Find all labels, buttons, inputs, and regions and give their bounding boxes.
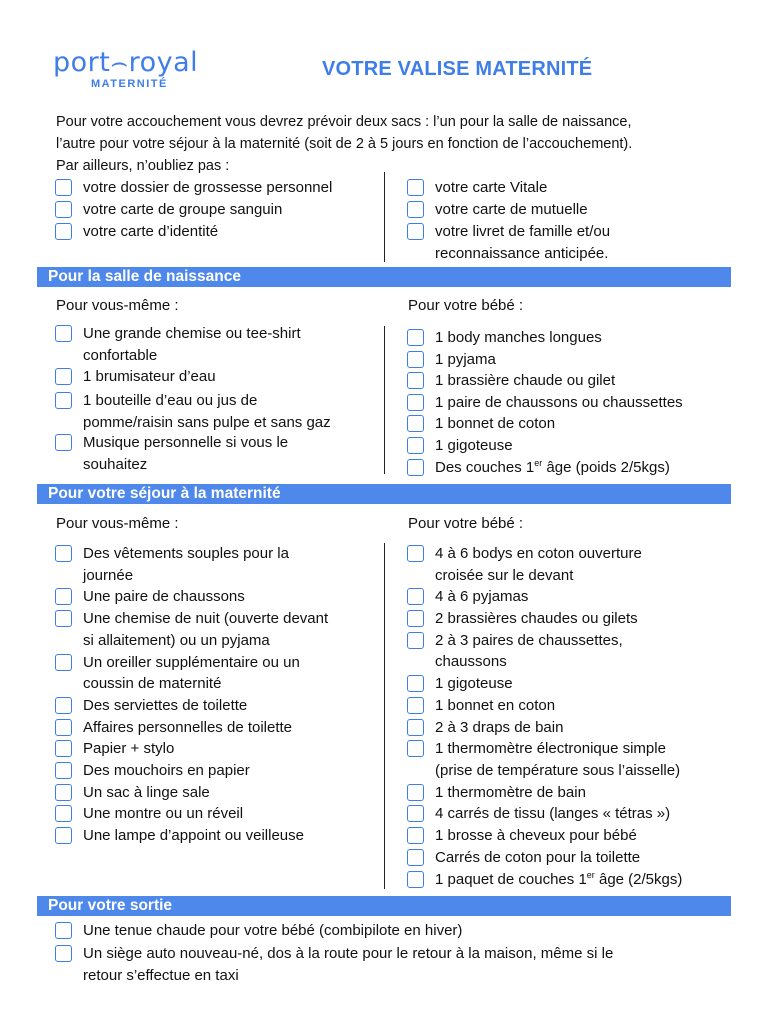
checkbox-icon[interactable] (55, 784, 72, 801)
checkbox-icon[interactable] (55, 392, 72, 409)
logo-brand: port⌢royal (53, 47, 199, 78)
section-header-sejour: Pour votre séjour à la maternité (37, 484, 731, 504)
checkbox-icon[interactable] (407, 223, 424, 240)
checkbox-icon[interactable] (407, 179, 424, 196)
checklist-item-text: 1 brassière chaude ou gilet (435, 372, 616, 390)
checkbox-icon[interactable] (55, 223, 72, 240)
checkbox-icon[interactable] (55, 697, 72, 714)
subhead-mother: Pour vous-même : (56, 515, 179, 532)
checkbox-icon[interactable] (55, 922, 72, 939)
checklist-item-text: votre carte de mutuelle (435, 201, 588, 218)
checkbox-icon[interactable] (55, 368, 72, 385)
checklist-item-text: souhaitez (83, 455, 148, 473)
checklist-item-text: (prise de température sous l’aisselle) (435, 761, 681, 779)
column-divider (384, 543, 385, 889)
checklist-item-text: 1 gigoteuse (435, 437, 513, 454)
checkbox-icon[interactable] (55, 434, 72, 451)
checklist-item-text: Une grande chemise ou tee-shirt (83, 325, 301, 342)
subhead-baby: Pour votre bébé : (408, 515, 524, 532)
checkbox-icon[interactable] (407, 372, 424, 389)
checklist-item-text: 4 à 6 pyjamas (435, 588, 529, 606)
checklist-item-text: Une tenue chaude pour votre bébé (combipilote en hiver) (83, 922, 463, 939)
checklist-item-text: confortable (83, 346, 158, 364)
intro-paragraph (56, 111, 716, 177)
checklist-item-text: votre livret de famille et/ou (435, 223, 611, 240)
checklist-item-text: Un sac à linge sale (83, 783, 210, 801)
checkbox-icon[interactable] (407, 784, 424, 801)
checkbox-icon[interactable] (407, 610, 424, 627)
checkbox-icon[interactable] (55, 179, 72, 196)
checklist-item-text: Des vêtements souples pour la (83, 545, 289, 562)
checklist-item-text: Une montre ou un réveil (83, 805, 244, 823)
checkbox-icon[interactable] (407, 545, 424, 562)
checkbox-icon[interactable] (55, 545, 72, 562)
checkbox-icon[interactable] (407, 697, 424, 714)
checklist-item-text: votre carte de groupe sanguin (83, 201, 283, 218)
checkbox-icon[interactable] (407, 437, 424, 454)
checklist-item-text: 1 gigoteuse (435, 675, 513, 693)
checkbox-icon[interactable] (407, 719, 424, 736)
checkbox-icon[interactable] (55, 827, 72, 844)
checkbox-icon[interactable] (55, 610, 72, 627)
section-header-sortie: Pour votre sortie (37, 896, 731, 916)
intro-line: l’autre pour votre séjour à la maternité (soit de 2 à 5 jours en fonction de l’accouchement). (56, 136, 633, 152)
checklist-item-text: 1 brumisateur d’eau (83, 368, 216, 385)
subhead-baby: Pour votre bébé : (408, 297, 524, 314)
checkbox-icon[interactable] (407, 201, 424, 218)
checklist-item-text: Des mouchoirs en papier (83, 762, 250, 779)
checklist-item-text: Un siège auto nouveau-né, dos à la route pour le retour à la maison, même si le (83, 945, 614, 962)
checklist-item-text: si allaitement) ou un pyjama (83, 631, 270, 649)
logo (53, 48, 223, 90)
checkbox-icon[interactable] (407, 827, 424, 844)
checkbox-icon[interactable] (407, 871, 424, 888)
checklist-item-text: reconnaissance anticipée. (435, 244, 609, 262)
checklist-item-text: 2 à 3 draps de bain (435, 718, 564, 736)
checklist-item-text: Une lampe d’appoint ou veilleuse (83, 827, 304, 845)
checklist-item-text: votre carte Vitale (435, 179, 548, 196)
checklist-item-text: Des couches 1er âge (poids 2/5kgs) (435, 457, 670, 476)
checklist-item-text: 1 bouteille d’eau ou jus de (83, 392, 258, 409)
checklist-item-text: 4 carrés de tissu (langes « tétras ») (435, 805, 671, 823)
checklist-item-text: 1 brosse à cheveux pour bébé (435, 827, 637, 845)
column-divider (384, 172, 385, 262)
checklist-item-text: Affaires personnelles de toilette (83, 718, 293, 736)
intro-line: Pour votre accouchement vous devrez prévoir deux sacs : l’un pour la salle de naissance, (56, 114, 632, 130)
checkbox-icon[interactable] (407, 459, 424, 476)
checklist-item-text: 1 paire de chaussons ou chaussettes (435, 393, 683, 411)
checkbox-icon[interactable] (55, 201, 72, 218)
checkbox-icon[interactable] (407, 394, 424, 411)
checklist-item-text: 2 brassières chaudes ou gilets (435, 610, 638, 628)
checklist-item-text: votre dossier de grossesse personnel (83, 179, 333, 196)
checklist-item-text: Des serviettes de toilette (83, 696, 248, 714)
checklist-item-text: 1 bonnet en coton (435, 696, 556, 714)
checklist-item-text: 1 thermomètre de bain (435, 783, 586, 801)
checkbox-icon[interactable] (407, 415, 424, 432)
checkbox-icon[interactable] (407, 329, 424, 346)
checkbox-icon[interactable] (407, 849, 424, 866)
checklist-item-text: croisée sur le devant (435, 566, 574, 584)
checklist-item-text: Carrés de coton pour la toilette (435, 848, 641, 866)
checkbox-icon[interactable] (407, 675, 424, 692)
checklist-item-text: retour s’effectue en taxi (83, 966, 239, 984)
checklist-item-text: journée (83, 566, 134, 584)
checkbox-icon[interactable] (55, 719, 72, 736)
checkbox-icon[interactable] (55, 740, 72, 757)
checklist-item-text: coussin de maternité (83, 675, 222, 692)
checklist-item-text: pomme/raisin sans pulpe et sans gaz (83, 413, 331, 431)
checkbox-icon[interactable] (55, 762, 72, 779)
page-title: VOTRE VALISE MATERNITÉ (322, 58, 593, 80)
checkbox-icon[interactable] (407, 632, 424, 649)
checkbox-icon[interactable] (55, 945, 72, 962)
checklist-item-text: 2 à 3 paires de chaussettes, (435, 631, 623, 649)
checkbox-icon[interactable] (407, 805, 424, 822)
checklist-item-text: 1 thermomètre électronique simple (435, 740, 666, 758)
subhead-mother: Pour vous-même : (56, 297, 179, 314)
checklist-item-text: Une paire de chaussons (83, 588, 245, 606)
checkbox-icon[interactable] (55, 805, 72, 822)
checkbox-icon[interactable] (55, 588, 72, 605)
section-header-naissance: Pour la salle de naissance (37, 267, 731, 287)
logo-subtitle: MATERNITÉ (91, 78, 168, 90)
checklist-item-text: Une chemise de nuit (ouverte devant (83, 610, 329, 628)
checklist-item-text: chaussons (435, 653, 507, 671)
checklist-item-text: Papier + stylo (83, 740, 175, 758)
checkbox-icon[interactable] (407, 351, 424, 368)
checkbox-icon[interactable] (407, 588, 424, 605)
column-divider (384, 326, 385, 474)
checklist-item-text: 1 body manches longues (435, 329, 602, 346)
checklist-item-text: 1 paquet de couches 1er âge (2/5kgs) (435, 869, 683, 888)
checklist-item-text: Musique personnelle si vous le (83, 434, 289, 451)
checkbox-icon[interactable] (55, 325, 72, 342)
checklist-item-text: 1 pyjama (435, 350, 496, 368)
checklist-item-text: votre carte d’identité (83, 223, 219, 240)
checklist-item-text: 1 bonnet de coton (435, 415, 556, 433)
checkbox-icon[interactable] (407, 740, 424, 757)
checkbox-icon[interactable] (55, 654, 72, 671)
intro-line: Par ailleurs, n’oubliez pas : (56, 158, 230, 174)
checklist-item-text: Un oreiller supplémentaire ou un (83, 653, 300, 671)
checklist-item-text: 4 à 6 bodys en coton ouverture (435, 545, 642, 562)
